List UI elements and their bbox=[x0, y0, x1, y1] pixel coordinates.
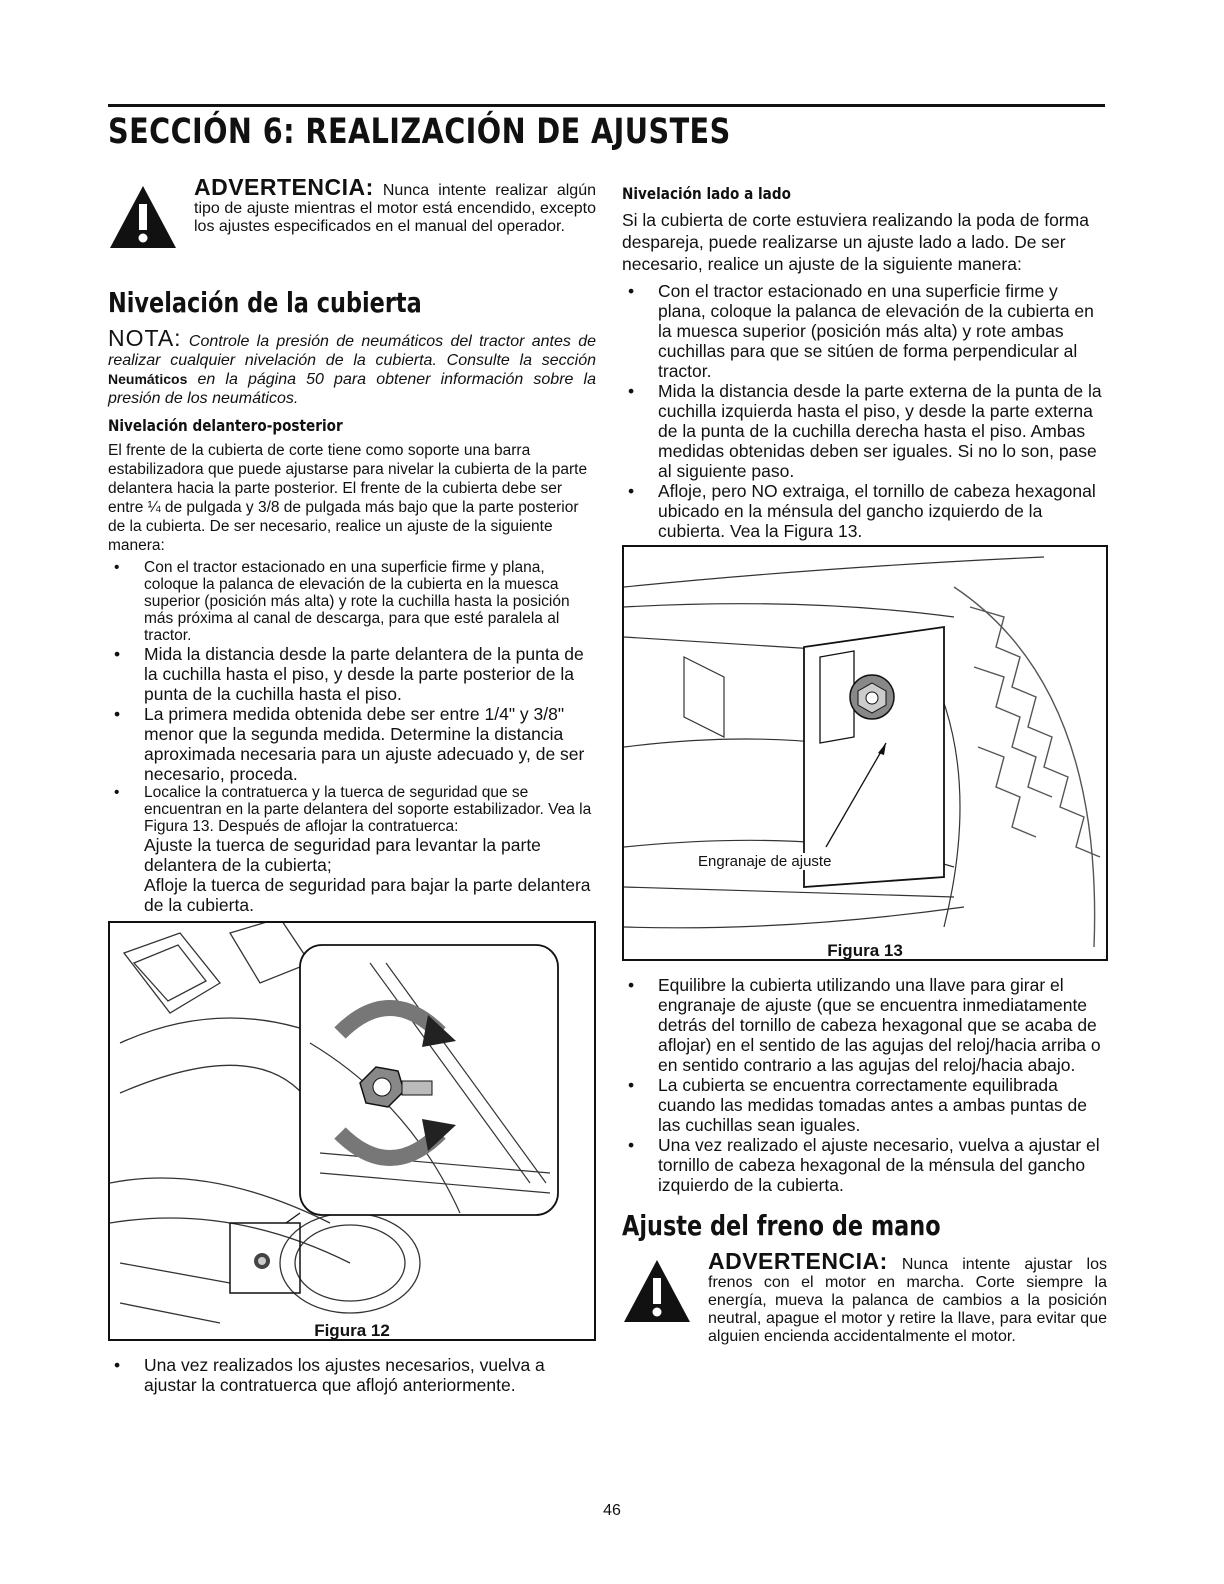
bullet4-line1: Ajuste la tuerca de seguridad para levantar la parte delantera de la cubierta; bbox=[144, 835, 541, 875]
brake-warning-body: Nunca intente ajustar los frenos con el motor en marcha. Corte siempre la energía, mueva la palanca de cambios a la posición neutral, apague el motor y retire la llave, para evitar que alguien encienda accidentalmente el motor. bbox=[708, 1256, 1107, 1345]
list-item: • Afloje, pero NO extraiga, el tornillo de cabeza hexagonal ubicado en la ménsula del gancho izquierdo de la cubierta. Vea la Figura 13. bbox=[622, 481, 1107, 541]
note-text-before: Controle la presión de neumáticos del tractor antes de realizar cualquier nivelación de la cubierta. Consulte la sección bbox=[108, 333, 596, 369]
list-item: • Una vez realizados los ajustes necesarios, vuelva a ajustar la contratuerca que aflojó anteriormente. bbox=[108, 1355, 596, 1395]
list-item: • Mida la distancia desde la parte delantera de la punta de la cuchilla hasta el piso, y desde la parte posterior de la punta de la cuchilla hasta el piso. bbox=[108, 644, 596, 704]
figure-12-caption: Figura 12 bbox=[304, 1321, 400, 1341]
side-to-side-steps bbox=[622, 281, 1107, 541]
left-column bbox=[108, 174, 596, 1395]
section-rule bbox=[108, 104, 1105, 107]
parking-brake-heading: Ajuste del freno de mano bbox=[622, 1209, 941, 1242]
right-column bbox=[622, 178, 1107, 1348]
figure-13-illustration bbox=[624, 547, 1106, 959]
list-item: • Mida la distancia desde la parte externa de la punta de la cuchilla izquierda hasta el piso, y desde la parte externa de la punta de la cuchilla derecha hasta el piso. Ambas medidas obtenidas deben ser iguales. Si no lo son, pase al siguiente paso. bbox=[622, 381, 1107, 481]
warning-block bbox=[108, 174, 596, 274]
figure-12-illustration bbox=[110, 923, 594, 1339]
warning-keyword: ADVERTENCIA: bbox=[194, 174, 374, 200]
note-keyword: NOTA: bbox=[108, 325, 182, 351]
warning-triangle-icon bbox=[622, 1258, 692, 1324]
side-to-side-final-steps bbox=[622, 975, 1107, 1195]
list-item: • Con el tractor estacionado en una superficie firme y plana, coloque la palanca de elevación de la cubierta en la muesca superior (posición más alta) y rote ambas cuchillas para que se sitúen de forma perpendicular al tractor. bbox=[622, 281, 1107, 381]
brake-warning-block bbox=[622, 1248, 1107, 1348]
figure-13-caption: Figura 13 bbox=[817, 941, 913, 961]
warning-text bbox=[194, 174, 596, 236]
front-rear-intro: El frente de la cubierta de corte tiene como soporte una barra estabilizadora que puede ajustarse para nivelar la cubierta de la parte delantera hacia la parte posterior. El frente de la cubierta debe ser entre ¼ de pulgada y 3/8 de pulgada más bajo que la parte posterior de la cubierta. De ser necesario, realice un ajuste de la siguiente manera: bbox=[108, 442, 588, 554]
list-item: • Con el tractor estacionado en una superficie firme y plana, coloque la palanca de elevación de la cubierta en la muesca superior (posición más alta) y rote la cuchilla hasta la posición más próxima al canal de descarga, para que esté paralela al tractor. bbox=[108, 559, 596, 644]
brake-warning-keyword: ADVERTENCIA: bbox=[708, 1248, 888, 1274]
tire-pressure-note bbox=[108, 325, 596, 408]
list-item: • La primera medida obtenida debe ser entre 1/4" y 3/8" menor que la segunda medida. Determine la distancia aproximada necesaria para un ajuste adecuado y, de ser necesario, proceda. bbox=[108, 704, 596, 784]
note-text-after: en la página 50 para obtener información sobre la presión de los neumáticos. bbox=[108, 371, 596, 407]
front-rear-final-step bbox=[108, 1355, 596, 1395]
front-rear-heading: Nivelación delantero-posterior bbox=[108, 416, 343, 435]
list-item: • Una vez realizado el ajuste necesario, vuelva a ajustar el tornillo de cabeza hexagonal de la ménsula del gancho izquierdo de la cubierta. bbox=[622, 1135, 1107, 1195]
figure-12 bbox=[108, 921, 596, 1341]
front-rear-steps bbox=[108, 559, 596, 915]
bullet4-line2: Afloje la tuerca de seguridad para bajar la parte delantera de la cubierta. bbox=[144, 875, 591, 915]
warning-body: Nunca intente realizar algún tipo de ajuste mientras el motor está encendido, excepto los ajustes especificados en el manual del operador. bbox=[194, 182, 596, 235]
figure-13 bbox=[622, 545, 1108, 961]
deck-leveling-heading: Nivelación de la cubierta bbox=[108, 286, 422, 319]
bullet4-text: Localice la contratuerca y la tuerca de seguridad que se encuentran en la parte delantera del soporte estabilizador. Vea la Figura 13. Después de aflojar la contratuerca: bbox=[144, 784, 592, 835]
section-title: SECCIÓN 6: REALIZACIÓN DE AJUSTES bbox=[108, 112, 731, 152]
side-to-side-intro: Si la cubierta de corte estuviera realizando la poda de forma despareja, puede realizarse un ajuste lado a lado. De ser necesario, realice un ajuste de la siguiente manera: bbox=[622, 210, 1089, 274]
side-to-side-heading: Nivelación lado a lado bbox=[622, 184, 791, 203]
list-item: • La cubierta se encuentra correctamente equilibrada cuando las medidas tomadas antes a ambas puntas de las cuchillas sean iguales. bbox=[622, 1075, 1107, 1135]
list-item bbox=[108, 784, 596, 915]
page-number: 46 bbox=[603, 1502, 621, 1519]
brake-warning-text bbox=[708, 1248, 1107, 1346]
figure-13-label: Engranaje de ajuste bbox=[698, 853, 832, 870]
note-bold-ref: Neumáticos bbox=[108, 371, 188, 387]
list-item: • Equilibre la cubierta utilizando una llave para girar el engranaje de ajuste (que se encuentra inmediatamente detrás del tornillo de cabeza hexagonal que se acaba de aflojar) en el sentido de las agujas del reloj/hacia arriba o en sentido contrario a las agujas del reloj/hacia abajo. bbox=[622, 975, 1107, 1075]
warning-triangle-icon bbox=[108, 184, 178, 250]
